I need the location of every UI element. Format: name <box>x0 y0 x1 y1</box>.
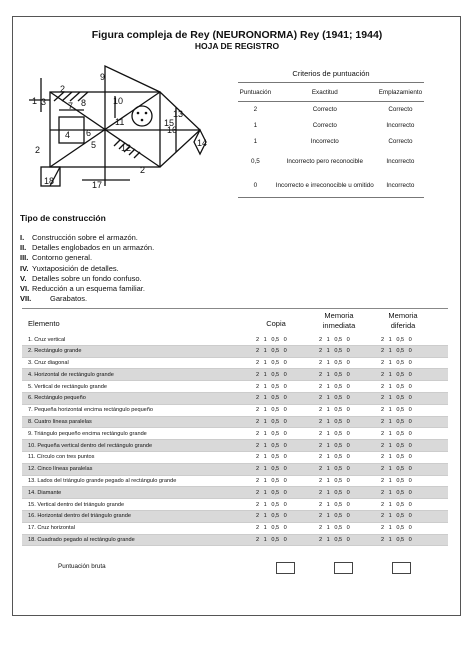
items-table-header <box>22 308 448 335</box>
score-inmediata[interactable]: 2 1 0,5 0 <box>319 383 350 390</box>
rey-complex-figure <box>24 60 224 198</box>
criteria-cell: 1 <box>253 121 258 129</box>
raw-score-label: Puntuación bruta <box>58 563 106 570</box>
item-label: 14. Diamante <box>28 489 62 496</box>
score-inmediata[interactable]: 2 1 0,5 0 <box>319 348 350 355</box>
score-diferida[interactable]: 2 1 0,5 0 <box>381 395 412 402</box>
score-copia[interactable]: 2 1 0,5 0 <box>256 360 287 367</box>
table-row <box>22 428 448 440</box>
criteria-cell: Correcto <box>312 106 337 114</box>
figure-label-9: 9 <box>100 72 106 82</box>
score-copia[interactable]: 2 1 0,5 0 <box>256 501 287 508</box>
raw-score-diferida-box[interactable] <box>392 562 411 574</box>
table-row <box>22 369 448 381</box>
score-diferida[interactable]: 2 1 0,5 0 <box>381 513 412 520</box>
item-label: 12. Cinco líneas paralelas <box>28 466 93 473</box>
figure-label-17: 17 <box>92 180 103 190</box>
criteria-cell: Incorrecto pero reconocible <box>286 157 363 165</box>
score-copia[interactable]: 2 1 0,5 0 <box>256 466 287 473</box>
score-copia[interactable]: 2 1 0,5 0 <box>256 513 287 520</box>
figure-label-10: 10 <box>113 96 124 106</box>
figure-label-7: 7 <box>68 101 74 111</box>
criteria-cell: Incorrecto <box>386 121 415 129</box>
table-row <box>22 405 448 417</box>
score-diferida[interactable]: 2 1 0,5 0 <box>381 466 412 473</box>
raw-score-copia-box[interactable] <box>276 562 295 574</box>
figure-label-4: 4 <box>65 130 71 140</box>
score-diferida[interactable]: 2 1 0,5 0 <box>381 407 412 414</box>
figure-label-6: 6 <box>86 128 92 138</box>
score-inmediata[interactable]: 2 1 0,5 0 <box>319 454 350 461</box>
item-label: 15. Vertical dentro del triángulo grande <box>28 501 125 508</box>
construction-title: Tipo de construcción <box>20 213 106 223</box>
score-copia[interactable]: 2 1 0,5 0 <box>256 478 287 485</box>
col-memoria-inmediata: Memoria inmediata <box>322 311 356 330</box>
figure-label-16: 16 <box>167 125 178 135</box>
col-memoria-diferida: Memoria diferida <box>388 311 418 330</box>
score-inmediata[interactable]: 2 1 0,5 0 <box>319 395 350 402</box>
item-label: 11. Círculo con tres puntos <box>28 454 95 461</box>
table-row <box>22 499 448 511</box>
item-label: 10. Pequeña vertical dentro del rectángulo grande <box>28 442 153 449</box>
score-diferida[interactable]: 2 1 0,5 0 <box>381 383 412 390</box>
score-copia[interactable]: 2 1 0,5 0 <box>256 407 287 414</box>
criteria-cell: Correcto <box>388 137 413 145</box>
criteria-cell: 2 <box>253 106 258 114</box>
figure-label-13: 13 <box>173 109 184 119</box>
table-row <box>22 358 448 370</box>
score-copia[interactable]: 2 1 0,5 0 <box>256 383 287 390</box>
score-inmediata[interactable]: 2 1 0,5 0 <box>319 430 350 437</box>
score-inmediata[interactable]: 2 1 0,5 0 <box>319 466 350 473</box>
construction-item: VI. Reducción a un esquema familiar. <box>20 284 145 294</box>
item-label: 2. Rectángulo grande <box>28 348 82 355</box>
score-diferida[interactable]: 2 1 0,5 0 <box>381 430 412 437</box>
figure-label-3: 3 <box>41 97 47 107</box>
item-label: 1. Cruz vertical <box>28 336 66 343</box>
col-copia: Copia <box>266 319 286 328</box>
item-label: 6. Rectángulo pequeño <box>28 395 86 402</box>
criteria-cell: Correcto <box>312 121 337 129</box>
item-label: 17. Cruz horizontal <box>28 525 75 532</box>
item-label: 18. Cuadrado pegado al rectángulo grande <box>28 537 135 544</box>
figure-label-2c: 2 <box>140 165 146 175</box>
score-inmediata[interactable]: 2 1 0,5 0 <box>319 442 350 449</box>
criteria-title: Criterios de puntuación <box>292 69 370 78</box>
score-copia[interactable]: 2 1 0,5 0 <box>256 430 287 437</box>
criteria-cell: 1 <box>253 137 258 145</box>
score-inmediata[interactable]: 2 1 0,5 0 <box>319 336 350 343</box>
criteria-cell: Correcto <box>388 106 413 114</box>
item-label: 9. Triángulo pequeño encima rectángulo grande <box>28 430 147 437</box>
score-copia[interactable]: 2 1 0,5 0 <box>256 525 287 532</box>
item-label: 13. Lados del triángulo grande pegado al rectángulo grande <box>28 478 177 485</box>
page-title: Figura compleja de Rey (NEURONORMA) Rey (1941; 1944) <box>91 29 383 41</box>
score-copia[interactable]: 2 1 0,5 0 <box>256 419 287 426</box>
construction-item: IV. Yuxtaposición de detalles. <box>20 263 119 273</box>
item-label: 3. Cruz diagonal <box>28 360 69 367</box>
item-label: 16. Horizontal dentro del triángulo grande <box>28 513 131 520</box>
table-row <box>22 476 448 488</box>
construction-item: VII. Garabatos. <box>20 294 88 304</box>
score-inmediata[interactable]: 2 1 0,5 0 <box>319 419 350 426</box>
figure-label-14: 14 <box>197 138 208 148</box>
figure-label-5: 5 <box>91 140 97 150</box>
criteria-table <box>238 82 424 198</box>
score-copia[interactable]: 2 1 0,5 0 <box>256 395 287 402</box>
page-subtitle: HOJA DE REGISTRO <box>194 41 280 51</box>
score-copia[interactable]: 2 1 0,5 0 <box>256 348 287 355</box>
score-copia[interactable]: 2 1 0,5 0 <box>256 442 287 449</box>
score-diferida[interactable]: 2 1 0,5 0 <box>381 454 412 461</box>
table-row <box>22 346 448 358</box>
score-inmediata[interactable]: 2 1 0,5 0 <box>319 513 350 520</box>
item-label: 5. Vertical de rectángulo grande <box>28 383 107 390</box>
construction-item: II. Detalles englobados en un armazón. <box>20 243 155 253</box>
figure-label-18: 18 <box>44 176 55 186</box>
score-diferida[interactable]: 2 1 0,5 0 <box>381 537 412 544</box>
figure-label-1: 1 <box>32 96 38 106</box>
criteria-header-accuracy: Exactitud <box>273 83 377 102</box>
score-diferida[interactable]: 2 1 0,5 0 <box>381 501 412 508</box>
score-diferida[interactable]: 2 1 0,5 0 <box>381 371 412 378</box>
score-inmediata[interactable]: 2 1 0,5 0 <box>319 360 350 367</box>
score-diferida[interactable]: 2 1 0,5 0 <box>381 525 412 532</box>
score-diferida[interactable]: 2 1 0,5 0 <box>381 489 412 496</box>
score-diferida[interactable]: 2 1 0,5 0 <box>381 336 412 343</box>
score-inmediata[interactable]: 2 1 0,5 0 <box>319 407 350 414</box>
score-inmediata[interactable]: 2 1 0,5 0 <box>319 478 350 485</box>
criteria-cell: Incorrecto e irreconocible u omitido <box>273 174 377 198</box>
table-row <box>22 452 448 464</box>
construction-item: III. Contorno general. <box>20 253 93 263</box>
item-label: 8. Cuatro líneas paralelas <box>28 419 92 426</box>
score-copia[interactable]: 2 1 0,5 0 <box>256 489 287 496</box>
raw-score-inmediata-box[interactable] <box>334 562 353 574</box>
score-diferida[interactable]: 2 1 0,5 0 <box>381 478 412 485</box>
score-inmediata[interactable]: 2 1 0,5 0 <box>319 501 350 508</box>
item-label: 7. Pequeña horizontal encima rectángulo pequeño <box>28 407 154 414</box>
score-inmediata[interactable]: 2 1 0,5 0 <box>319 525 350 532</box>
figure-label-2b: 2 <box>35 145 41 155</box>
criteria-cell: Incorrecto <box>310 137 339 145</box>
score-copia[interactable]: 2 1 0,5 0 <box>256 454 287 461</box>
item-label: 4. Horizontal de rectángulo grande <box>28 371 114 378</box>
criteria-header-placement: Emplazamiento <box>377 83 424 102</box>
criteria-header-score: Puntuación <box>238 83 273 102</box>
table-row <box>22 487 448 499</box>
score-copia[interactable]: 2 1 0,5 0 <box>256 336 287 343</box>
score-inmediata[interactable]: 2 1 0,5 0 <box>319 537 350 544</box>
col-element: Elemento <box>28 319 60 328</box>
construction-item: V. Detalles sobre un fondo confuso. <box>20 273 142 283</box>
figure-label-8: 8 <box>81 98 87 108</box>
table-row <box>22 523 448 535</box>
score-diferida[interactable]: 2 1 0,5 0 <box>381 419 412 426</box>
criteria-cell: Incorrecto <box>377 174 424 198</box>
criteria-cell: Incorrecto <box>386 157 415 165</box>
table-row <box>22 334 448 346</box>
score-diferida[interactable]: 2 1 0,5 0 <box>381 348 412 355</box>
items-table <box>22 334 448 546</box>
criteria-cell: 0 <box>238 174 273 198</box>
table-row <box>22 511 448 523</box>
table-row <box>22 417 448 429</box>
score-diferida[interactable]: 2 1 0,5 0 <box>381 442 412 449</box>
figure-label-15: 15 <box>164 118 175 128</box>
construction-item: I. Construcción sobre el armazón. <box>20 233 138 242</box>
score-inmediata[interactable]: 2 1 0,5 0 <box>319 371 350 378</box>
score-diferida[interactable]: 2 1 0,5 0 <box>381 360 412 367</box>
score-inmediata[interactable]: 2 1 0,5 0 <box>319 489 350 496</box>
score-copia[interactable]: 2 1 0,5 0 <box>256 371 287 378</box>
table-row <box>22 464 448 476</box>
table-row <box>22 440 448 452</box>
criteria-cell: 0,5 <box>251 157 260 165</box>
figure-label-11: 11 <box>115 117 125 127</box>
table-row <box>22 535 448 547</box>
construction-list <box>20 233 154 304</box>
score-copia[interactable]: 2 1 0,5 0 <box>256 537 287 544</box>
table-row <box>22 381 448 393</box>
figure-label-2: 2 <box>60 84 66 94</box>
figure-label-12: 12 <box>121 143 132 153</box>
table-row <box>22 393 448 405</box>
